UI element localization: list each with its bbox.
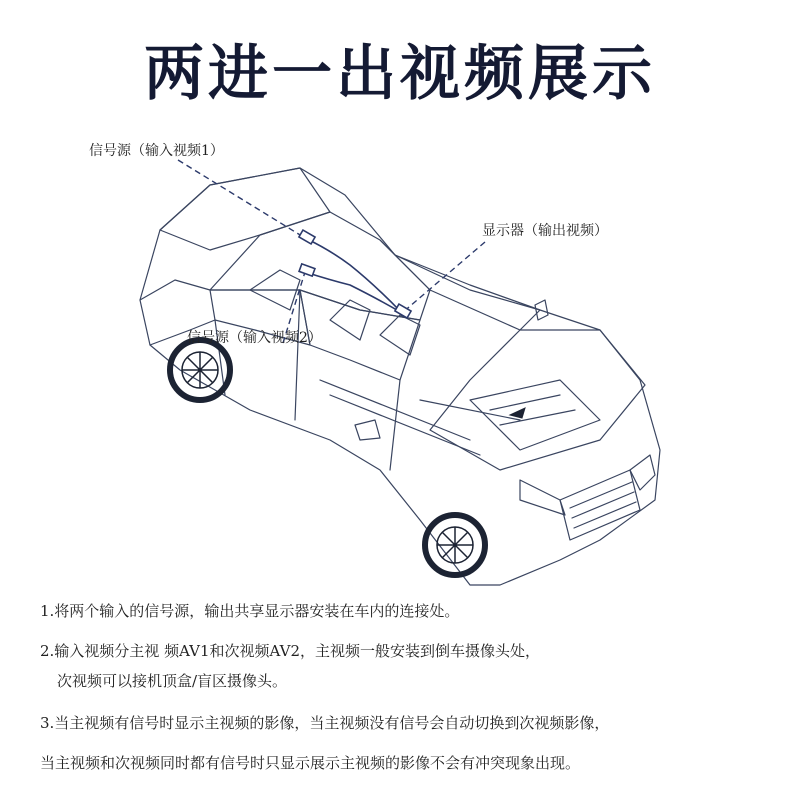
wiring-harness — [299, 230, 411, 318]
note-item-3-line-2: 当主视频和次视频同时都有信号时只显示展示主视频的影像不会有冲突现象出现。 — [40, 754, 581, 772]
callout-signal-source-2: 信号源（输入视频2） — [187, 330, 322, 346]
car-roof — [210, 212, 430, 320]
direction-arrow — [510, 408, 525, 418]
note-item-1: 1.将两个输入的信号源，输出共享显示器安装在车内的连接处。 — [40, 602, 460, 620]
callout-signal-source-1: 信号源（输入视频1） — [89, 143, 224, 159]
display-leader-line — [402, 242, 485, 313]
note-item-3-line-1: 3.当主视频有信号时显示主视频的影像，当主视频没有信号会自动切换到次视频影像， — [40, 714, 610, 732]
callout-display: 显示器（输出视频） — [482, 223, 608, 239]
page-title: 两进一出视频展示 — [144, 39, 656, 109]
note-item-2-line-2: 次视频可以接机顶盒/盲区摄像头。 — [57, 672, 288, 690]
rear-wheel — [170, 340, 230, 400]
note-item-2-line-1: 2.输入视频分主视 频AV1和次视频AV2，主视频一般安装到倒车摄像头处， — [40, 642, 541, 660]
